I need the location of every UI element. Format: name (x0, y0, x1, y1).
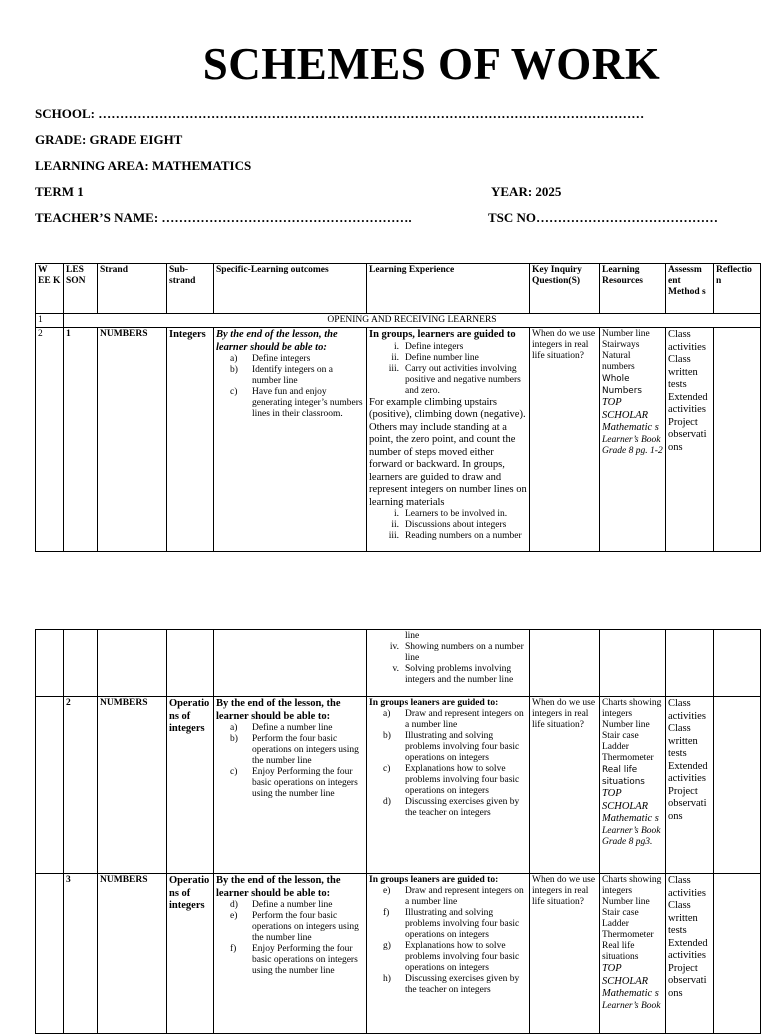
list-item: b) Illustrating and solving problems involving four basic operations on integers (383, 731, 520, 763)
resources-cell: Number line Stairways Natural numbers Whole Numbers TOP SCHOLAR Mathematic s Learner’s Book Grade 8 pg. 1-2 (600, 328, 666, 552)
col-inquiry-header: Key Inquiry Question(S) (530, 264, 600, 314)
opening-text: OPENING AND RECEIVING LEARNERS (64, 314, 761, 328)
list-item: d) Discussing exercises given by the teacher on integers (383, 797, 520, 818)
col-assessment-header: Assessm ent Method s (666, 264, 714, 314)
col-substrand-header: Sub-strand (167, 264, 214, 314)
grade-field: GRADE: GRADE EIGHT (35, 132, 183, 147)
experience-list (369, 642, 527, 686)
list-item: h) Discussing exercises given by the teacher on integers (383, 974, 520, 995)
list-item: i. Define integers (393, 341, 464, 352)
year-field: YEAR: 2025 (491, 184, 562, 199)
list-item: a) Define a number line (230, 723, 333, 733)
strand-cell: NUMBERS (98, 874, 167, 1034)
inquiry-cell: When do we use integers in real life situation? (530, 328, 600, 552)
list-item: e) Perform the four basic operations on integers using the number line (230, 911, 359, 943)
term-field: TERM 1 (35, 184, 84, 199)
list-item: iii. Reading numbers on a number (388, 531, 522, 541)
resources-cell: Charts showing integers Number line Stair case Ladder Thermometer Real life situations TOP SCHOLAR Mathematic s Learner’s Book (600, 874, 666, 1034)
col-outcomes-header: Specific-Learning outcomes (214, 264, 367, 314)
col-resources-header: Learning Resources (600, 264, 666, 314)
resources-cell: Charts showing integers Number line Stair case Ladder Thermometer Real life situations TOP SCHOLAR Mathematic s Learner’s Book Grade 8 pg3. (600, 697, 666, 874)
school-field: SCHOOL: ……………………………………………………………………………………………………………… (35, 106, 645, 121)
experience-intro: In groups leaners are guided to: (369, 698, 499, 708)
experience-intro: In groups leaners are guided to: (369, 875, 499, 885)
outcomes-intro: By the end of the lesson, the learner should be able to: (216, 329, 338, 353)
table-row (36, 874, 761, 1034)
outcomes-cell (214, 328, 367, 552)
outcomes-intro: By the end of the lesson, the learner should be able to: (216, 698, 341, 722)
lesson-cell: 2 (64, 697, 98, 874)
schemes-table-page2 (35, 629, 761, 1034)
opening-week: 1 (36, 314, 64, 328)
continued-text: line (405, 631, 420, 641)
reflection-cell (714, 328, 761, 552)
list-item: c) Enjoy Performing the four basic operations on integers using the number line (230, 767, 358, 799)
col-week-header: W EE K (36, 264, 64, 314)
list-item: i. Learners to be involved in. (393, 509, 508, 519)
strand-cell: NUMBERS (98, 328, 167, 552)
schemes-table-page1 (35, 263, 761, 552)
experience-intro: In groups, learners are guided to (369, 329, 516, 340)
col-lesson-header: LES SON (64, 264, 98, 314)
list-item: ii. Discussions about integers (391, 520, 507, 530)
substrand-cell: Operatio ns of integers (167, 874, 214, 1034)
experience-cell (367, 328, 530, 552)
substrand-cell: Operatio ns of integers (167, 697, 214, 874)
col-strand-header: Strand (98, 264, 167, 314)
list-item: g) Explanations how to solve problems involving four basic operations on integers (383, 941, 520, 973)
assessment-cell: Class activities Class written tests Extended activities Project observati ons (666, 874, 714, 1034)
table-row (36, 697, 761, 874)
teacher-name-field: TEACHER’S NAME: …………………………………………………. (35, 210, 412, 225)
page-title: SCHEMES OF WORK (202, 39, 661, 89)
inquiry-cell: When do we use integers in real life situation? (530, 874, 600, 1034)
experience-cell (367, 874, 530, 1034)
list-item: f) Illustrating and solving problems involving four basic operations on integers (383, 908, 520, 940)
list-item: b) Perform the four basic operations on integers using the number line (230, 734, 359, 766)
experience-cell (367, 630, 530, 697)
outcomes-list (216, 354, 364, 420)
learning-area-field: LEARNING AREA: MATHEMATICS (35, 158, 252, 173)
list-item: a) Define integers (230, 354, 311, 364)
outcomes-list (216, 723, 364, 800)
outcomes-cell (214, 874, 367, 1034)
list-item: e) Draw and represent integers on a number line (383, 886, 524, 907)
list-item: iv. Showing numbers on a number line (389, 642, 524, 663)
col-experience-header: Learning Experience (367, 264, 530, 314)
reflection-cell (714, 697, 761, 874)
opening-row (36, 314, 761, 328)
list-item: ii. Define number line (391, 352, 479, 363)
list-item: d) Define a number line (230, 900, 333, 910)
list-item: c) Have fun and enjoy generating integer’s numbers lines in their classroom. (230, 387, 363, 419)
experience-cell (367, 697, 530, 874)
lesson-cell: 1 (64, 328, 98, 552)
strand-cell: NUMBERS (98, 697, 167, 874)
tsc-number-field: TSC NO…………………………………… (488, 210, 719, 225)
assessment-cell: Class activities Class written tests Extended activities Project observati ons (666, 697, 714, 874)
inquiry-cell: When do we use integers in real life situation? (530, 697, 600, 874)
header-row (36, 264, 761, 314)
list-item: iii. Carry out activities involving positive and negative numbers and zero. (388, 363, 521, 396)
lesson-cell: 3 (64, 874, 98, 1034)
table-row (36, 328, 761, 552)
list-item: v. Solving problems involving integers and the number line (392, 664, 514, 685)
table-row (36, 630, 761, 697)
list-item: b) Identify integers on a number line (230, 365, 333, 386)
outcomes-cell (214, 697, 367, 874)
experience-list (369, 709, 527, 819)
reflection-cell (714, 874, 761, 1034)
experience-list (369, 342, 527, 397)
experience-paragraph: For example climbing upstairs (positive), climbing down (negative). Others may include standing at a point, the zero point, and count the number of steps moved either forward or backward. In groups, learners are guided to draw and represent integers on number lines on learning materials (369, 396, 527, 508)
outcomes-intro: By the end of the lesson, the learner should be able to: (216, 875, 341, 899)
list-item: a) Draw and represent integers on a number line (383, 709, 524, 730)
list-item: c) Explanations how to solve problems involving four basic operations on integers (383, 764, 520, 796)
assessment-cell: Class activities Class written tests Extended activities Project observati ons (666, 328, 714, 552)
experience-list (369, 886, 527, 996)
week-cell: 2 (36, 328, 64, 552)
substrand-cell: Integers (167, 328, 214, 552)
col-reflection-header: Reflectio n (714, 264, 761, 314)
experience-list-2 (369, 509, 527, 542)
list-item: f) Enjoy Performing the four basic operations on integers using the number line (230, 944, 358, 976)
outcomes-list (216, 900, 364, 977)
